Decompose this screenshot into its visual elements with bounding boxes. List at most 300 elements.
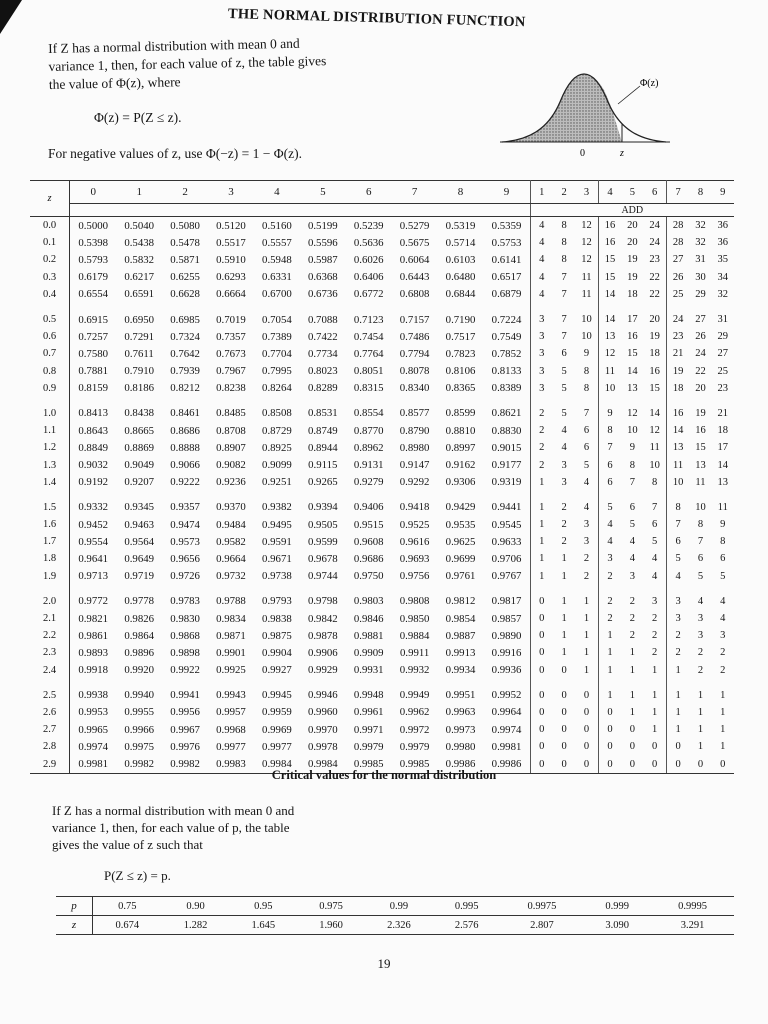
add-value: 4 (539, 271, 545, 283)
add-value: 20 (643, 311, 666, 328)
phi-value: 0.9222 (170, 476, 200, 489)
add-value: 2 (629, 613, 635, 625)
add-value: 7 (607, 442, 613, 454)
phi-value: 0.9032 (78, 459, 109, 472)
add-value: 3 (539, 331, 545, 343)
add-value: 11 (673, 459, 684, 471)
phi-value: 0.9582 (216, 535, 246, 548)
phi-value: 0.9981 (483, 738, 530, 755)
add-value: 31 (717, 314, 729, 326)
z-value: 0.8 (30, 363, 70, 380)
phi-value: 0.9608 (353, 535, 384, 548)
add-value: 13 (627, 382, 638, 394)
add-value: 3 (561, 476, 567, 488)
phi-value: 0.9956 (170, 706, 200, 719)
table-row (30, 568, 734, 585)
phi-value: 0.9940 (124, 689, 155, 702)
add-value: 3 (575, 533, 598, 550)
add-value: 0 (629, 724, 635, 736)
add-value: 11 (575, 269, 598, 286)
add-value: 15 (627, 348, 638, 360)
add-value: 32 (695, 237, 706, 249)
phi-value: 0.7486 (399, 330, 430, 343)
phi-value: 0.5120 (216, 219, 246, 232)
origin-label: 0 (580, 148, 585, 159)
add-value: 1 (561, 553, 567, 565)
page-title: THE NORMAL DISTRIBUTION FUNCTION (227, 6, 526, 31)
add-value: 21 (717, 407, 729, 419)
add-value: 8 (561, 220, 567, 232)
phi-value: 0.9955 (124, 706, 155, 719)
phi-value: 0.9934 (445, 664, 476, 677)
phi-value: 0.9049 (124, 459, 155, 472)
phi-value: 0.7291 (124, 330, 155, 343)
phi-value: 0.5753 (483, 234, 530, 251)
phi-value: 0.5239 (353, 219, 384, 232)
table-row (30, 311, 734, 328)
add-value: 1 (607, 647, 613, 659)
add-value: 13 (695, 459, 706, 471)
phi-value: 0.8508 (262, 407, 292, 420)
add-value: 4 (575, 499, 598, 516)
phi-value: 0.8790 (399, 424, 430, 437)
phi-value: 0.5793 (78, 253, 109, 266)
phi-value: 0.9015 (483, 439, 530, 456)
add-value: 15 (604, 254, 616, 266)
add-value: 4 (629, 536, 635, 548)
table-row (30, 405, 734, 422)
add-value: 27 (717, 348, 729, 360)
add-value: 0 (561, 724, 567, 736)
phi-value: 0.9982 (162, 755, 208, 773)
diff-header: 1 (530, 181, 553, 204)
add-value: 0 (575, 755, 598, 773)
add-value: 2 (575, 568, 598, 585)
phi-value: 0.8389 (483, 380, 530, 397)
table-row (30, 269, 734, 286)
phi-value: 0.6368 (307, 271, 338, 284)
add-value: 2 (720, 664, 726, 676)
phi-value: 0.5557 (262, 236, 292, 249)
phi-value: 0.9974 (78, 740, 109, 753)
critical-intro (52, 802, 372, 853)
table-row (30, 593, 734, 610)
phi-value: 0.6293 (216, 271, 246, 284)
add-value: 1 (607, 630, 613, 642)
add-value: 7 (561, 331, 567, 343)
phi-value: 0.9162 (445, 459, 476, 472)
phi-value: 0.7454 (353, 330, 384, 343)
add-value: 8 (720, 536, 726, 548)
z-value: 1.2 (30, 439, 70, 456)
add-value: 19 (695, 407, 706, 419)
phi-value: 0.9756 (399, 570, 430, 583)
phi-value: 0.8186 (124, 382, 155, 395)
z-value: 2.2 (30, 627, 70, 644)
add-value: 14 (627, 365, 638, 377)
phi-value: 0.9370 (216, 501, 246, 514)
normal-distribution-table (30, 180, 734, 774)
add-value: 23 (643, 251, 666, 268)
add-value: 36 (717, 220, 729, 232)
phi-value: 0.8289 (307, 382, 338, 395)
critical-z-value: 2.807 (501, 916, 584, 935)
add-value: 1 (697, 706, 704, 718)
add-value: 9 (629, 442, 635, 454)
add-value: 3 (575, 516, 598, 533)
phi-value: 0.9887 (445, 629, 476, 642)
phi-value: 0.7422 (307, 330, 338, 343)
phi-value: 0.9744 (307, 570, 338, 583)
add-value: 7 (697, 536, 704, 548)
phi-value: 0.9429 (445, 501, 476, 514)
phi-value: 0.7910 (124, 365, 155, 378)
phi-value: 0.5359 (483, 217, 530, 235)
phi-value: 0.5987 (307, 253, 338, 266)
phi-value: 0.9192 (78, 476, 109, 489)
phi-value: 0.9535 (445, 518, 476, 531)
phi-value: 0.6736 (307, 288, 338, 301)
phi-value: 0.9394 (307, 501, 338, 514)
p-value: 0.995 (433, 897, 501, 916)
add-value: 29 (717, 331, 729, 343)
phi-value: 0.9911 (399, 646, 430, 659)
phi-value: 0.8051 (353, 365, 384, 378)
add-value: 11 (695, 476, 706, 488)
add-value: 24 (643, 234, 666, 251)
z-value: 1.5 (30, 499, 70, 516)
add-value: 24 (643, 217, 666, 235)
phi-value: 0.8925 (262, 441, 292, 454)
p-value: 0.95 (229, 897, 297, 916)
column-header: 6 (346, 181, 392, 204)
phi-value: 0.9949 (399, 689, 430, 702)
add-value: 22 (643, 269, 666, 286)
table-row (30, 422, 734, 439)
z-value: 2.6 (30, 704, 70, 721)
p-value: 0.99 (365, 897, 433, 916)
phi-value: 0.7852 (483, 345, 530, 362)
add-value: 8 (561, 237, 567, 249)
add-value: 10 (604, 382, 616, 394)
phi-value: 0.9788 (216, 595, 246, 608)
phi-value: 0.5871 (170, 253, 200, 266)
phi-value: 0.9783 (170, 595, 200, 608)
z-value: 1.3 (30, 456, 70, 473)
diff-header: 6 (643, 181, 666, 204)
add-value: 2 (561, 536, 567, 548)
phi-value: 0.9893 (78, 646, 109, 659)
add-value: 20 (627, 237, 638, 249)
add-value: 3 (675, 613, 681, 625)
phi-value: 0.7389 (262, 330, 292, 343)
add-value: 2 (675, 647, 681, 659)
table-row (30, 363, 734, 380)
phi-value: 0.9545 (483, 516, 530, 533)
column-header: 3 (208, 181, 254, 204)
phi-value: 0.9981 (70, 755, 117, 773)
add-value: 0 (539, 647, 545, 659)
phi-value: 0.7881 (78, 365, 109, 378)
add-value: 2 (539, 425, 545, 437)
phi-value: 0.6331 (262, 271, 292, 284)
add-value: 7 (675, 519, 681, 531)
phi-value: 0.9803 (353, 595, 384, 608)
add-value: 4 (629, 553, 635, 565)
add-value: 13 (717, 476, 729, 488)
add-value: 0 (539, 689, 545, 701)
phi-value: 0.9970 (307, 723, 338, 736)
critical-z-value: 2.326 (365, 916, 433, 935)
phi-value: 0.9871 (216, 629, 246, 642)
intro-line: the value of Φ(z), where (48, 74, 181, 92)
add-value: 16 (695, 425, 706, 437)
critical-z-value: 1.960 (297, 916, 365, 935)
phi-value: 0.9830 (170, 612, 200, 625)
critical-z-value: 1.282 (162, 916, 230, 935)
add-value: 28 (672, 220, 684, 232)
critical-z-value: 1.645 (229, 916, 297, 935)
phi-value: 0.9984 (254, 755, 300, 773)
phi-value: 0.7995 (262, 365, 292, 378)
phi-value: 0.9901 (216, 646, 246, 659)
add-value: 20 (627, 220, 638, 232)
phi-value: 0.9525 (399, 518, 430, 531)
phi-value: 0.9929 (307, 664, 338, 677)
z-value: 1.6 (30, 516, 70, 533)
phi-value: 0.9738 (262, 570, 292, 583)
phi-value: 0.9484 (216, 518, 246, 531)
phi-value: 0.6026 (353, 253, 384, 266)
phi-value: 0.9418 (399, 501, 430, 514)
phi-value: 0.7580 (78, 347, 109, 360)
add-value: 4 (539, 288, 545, 300)
add-value: 8 (697, 519, 704, 531)
add-value: 18 (672, 382, 684, 394)
phi-value: 0.7517 (445, 330, 476, 343)
phi-value: 0.9918 (78, 664, 109, 677)
p-value: 0.9995 (651, 897, 734, 916)
phi-value: 0.9573 (170, 535, 200, 548)
table-row (30, 687, 734, 704)
table-row (30, 644, 734, 661)
critical-z-value: 0.674 (93, 916, 162, 935)
phi-value: 0.8770 (353, 424, 384, 437)
z-label: z (620, 148, 624, 159)
add-value: 18 (717, 425, 729, 437)
phi-value: 0.9750 (353, 570, 384, 583)
phi-value: 0.9938 (78, 689, 109, 702)
phi-value: 0.9251 (262, 476, 292, 489)
table-row (30, 627, 734, 644)
phi-value: 0.9306 (445, 476, 476, 489)
phi-value: 0.9965 (78, 723, 109, 736)
phi-value: 0.9319 (483, 474, 530, 491)
phi-value: 0.9082 (216, 459, 246, 472)
add-value: 1 (720, 741, 726, 753)
add-value: 1 (539, 570, 545, 582)
phi-value: 0.7939 (170, 365, 200, 378)
add-value: 4 (720, 595, 726, 607)
diff-header: 9 (712, 181, 734, 204)
z-value: 0.1 (30, 234, 70, 251)
phi-value: 0.9979 (399, 740, 430, 753)
add-value: 1 (539, 501, 545, 513)
add-value: 30 (695, 271, 706, 283)
add-value: 26 (672, 271, 684, 283)
phi-value: 0.7324 (170, 330, 200, 343)
add-value: 1 (607, 664, 613, 676)
phi-value: 0.8413 (78, 407, 109, 420)
add-value: 6 (643, 516, 666, 533)
phi-value: 0.9864 (124, 629, 155, 642)
phi-value: 0.7190 (445, 313, 476, 326)
phi-value: 0.7823 (445, 347, 476, 360)
column-header: 9 (483, 181, 530, 204)
add-value: 24 (672, 314, 684, 326)
group-gap (30, 491, 734, 499)
phi-value: 0.5517 (216, 236, 246, 249)
add-value: 1 (697, 741, 704, 753)
critical-intro-line: variance 1, then, for each value of p, the table (52, 820, 290, 835)
add-value: 15 (643, 380, 666, 397)
add-value: 25 (717, 365, 729, 377)
phi-value: 0.5675 (399, 236, 430, 249)
phi-value: 0.9959 (262, 706, 292, 719)
add-value: 5 (561, 382, 567, 394)
add-value: 9 (720, 519, 726, 531)
phi-value: 0.9948 (353, 689, 384, 702)
phi-value: 0.8643 (78, 424, 109, 437)
phi-value: 0.9896 (124, 646, 155, 659)
critical-formula: P(Z ≤ z) = p. (104, 868, 171, 883)
add-value: 8 (575, 380, 598, 397)
phi-value: 0.6064 (399, 253, 430, 266)
phi-value: 0.9936 (483, 662, 530, 679)
phi-value: 0.9812 (445, 595, 476, 608)
add-value: 5 (697, 570, 704, 582)
p-row (56, 897, 734, 916)
add-value: 9 (575, 345, 598, 362)
add-value: 21 (672, 348, 684, 360)
z-value: 0.7 (30, 345, 70, 362)
add-value: 12 (575, 251, 598, 268)
add-value: 1 (643, 687, 666, 704)
add-value: 11 (717, 501, 728, 513)
phi-value: 0.6141 (483, 251, 530, 268)
add-value: 3 (675, 595, 681, 607)
add-value: 3 (539, 365, 545, 377)
add-value: 23 (717, 382, 729, 394)
phi-value: 0.6255 (170, 271, 200, 284)
phi-value: 0.9099 (262, 459, 292, 472)
phi-value: 0.9177 (483, 456, 530, 473)
phi-value: 0.7764 (353, 347, 384, 360)
add-value: 5 (575, 456, 598, 473)
phi-value: 0.7157 (399, 313, 430, 326)
normal-curve-figure (498, 62, 680, 172)
add-value: 16 (643, 363, 666, 380)
phi-value: 0.8729 (262, 424, 292, 437)
phi-value: 0.8962 (353, 441, 384, 454)
add-value: 2 (607, 570, 613, 582)
z-value: 1.4 (30, 474, 70, 491)
add-value: 19 (672, 365, 684, 377)
phi-value: 0.8106 (445, 365, 476, 378)
phi-value: 0.6554 (78, 288, 109, 301)
phi-value: 0.9686 (353, 552, 384, 565)
phi-value: 0.5279 (399, 219, 430, 232)
table-row (30, 550, 734, 567)
phi-value: 0.8315 (353, 382, 384, 395)
phi-value: 0.7357 (216, 330, 246, 343)
diff-header: 2 (553, 181, 575, 204)
table-row (30, 662, 734, 679)
add-value: 32 (717, 288, 729, 300)
phi-value: 0.9834 (216, 612, 246, 625)
add-value: 22 (643, 286, 666, 303)
add-value: 22 (695, 365, 706, 377)
phi-value: 0.9952 (483, 687, 530, 704)
phi-value: 0.8869 (124, 441, 155, 454)
add-value: 7 (575, 405, 598, 422)
intro-line: variance 1, then, for each value of z, the table gives (48, 53, 327, 74)
group-gap (30, 679, 734, 687)
add-value: 2 (575, 550, 598, 567)
phi-value: 0.6879 (483, 286, 530, 303)
phi-value: 0.8023 (307, 365, 338, 378)
diff-header: 3 (575, 181, 598, 204)
add-value: 1 (561, 613, 567, 625)
phi-value: 0.9292 (399, 476, 430, 489)
add-value: 1 (643, 662, 666, 679)
add-value: 1 (539, 519, 545, 531)
z-value: 0.2 (30, 251, 70, 268)
add-value: 1 (697, 689, 704, 701)
add-value: 19 (627, 254, 638, 266)
phi-value: 0.9976 (170, 740, 200, 753)
add-value: 0 (561, 689, 567, 701)
phi-value: 0.7054 (262, 313, 292, 326)
add-value: 14 (604, 288, 616, 300)
add-value: 13 (604, 331, 616, 343)
phi-value: 0.6406 (353, 271, 384, 284)
add-value: 0 (539, 613, 545, 625)
add-value: 28 (672, 237, 684, 249)
scan-corner-mark (0, 0, 22, 34)
add-value: 3 (697, 613, 704, 625)
add-value: 4 (539, 237, 545, 249)
add-value: 14 (604, 314, 616, 326)
column-header: 8 (438, 181, 484, 204)
phi-value: 0.9699 (445, 552, 476, 565)
add-value: 11 (575, 286, 598, 303)
add-value: 6 (575, 422, 598, 439)
phi-value: 0.9793 (262, 595, 292, 608)
add-value: 2 (643, 627, 666, 644)
add-value: 0 (629, 741, 635, 753)
critical-values-table (56, 896, 734, 935)
add-value: 0 (621, 755, 643, 773)
phi-value: 0.9772 (78, 595, 109, 608)
phi-value: 0.8708 (216, 424, 246, 437)
phi-value: 0.8599 (445, 407, 476, 420)
phi-value: 0.9913 (445, 646, 476, 659)
add-value: 10 (643, 456, 666, 473)
phi-value: 0.9616 (399, 535, 430, 548)
phi-value: 0.9868 (170, 629, 200, 642)
phi-value: 0.9909 (353, 646, 384, 659)
